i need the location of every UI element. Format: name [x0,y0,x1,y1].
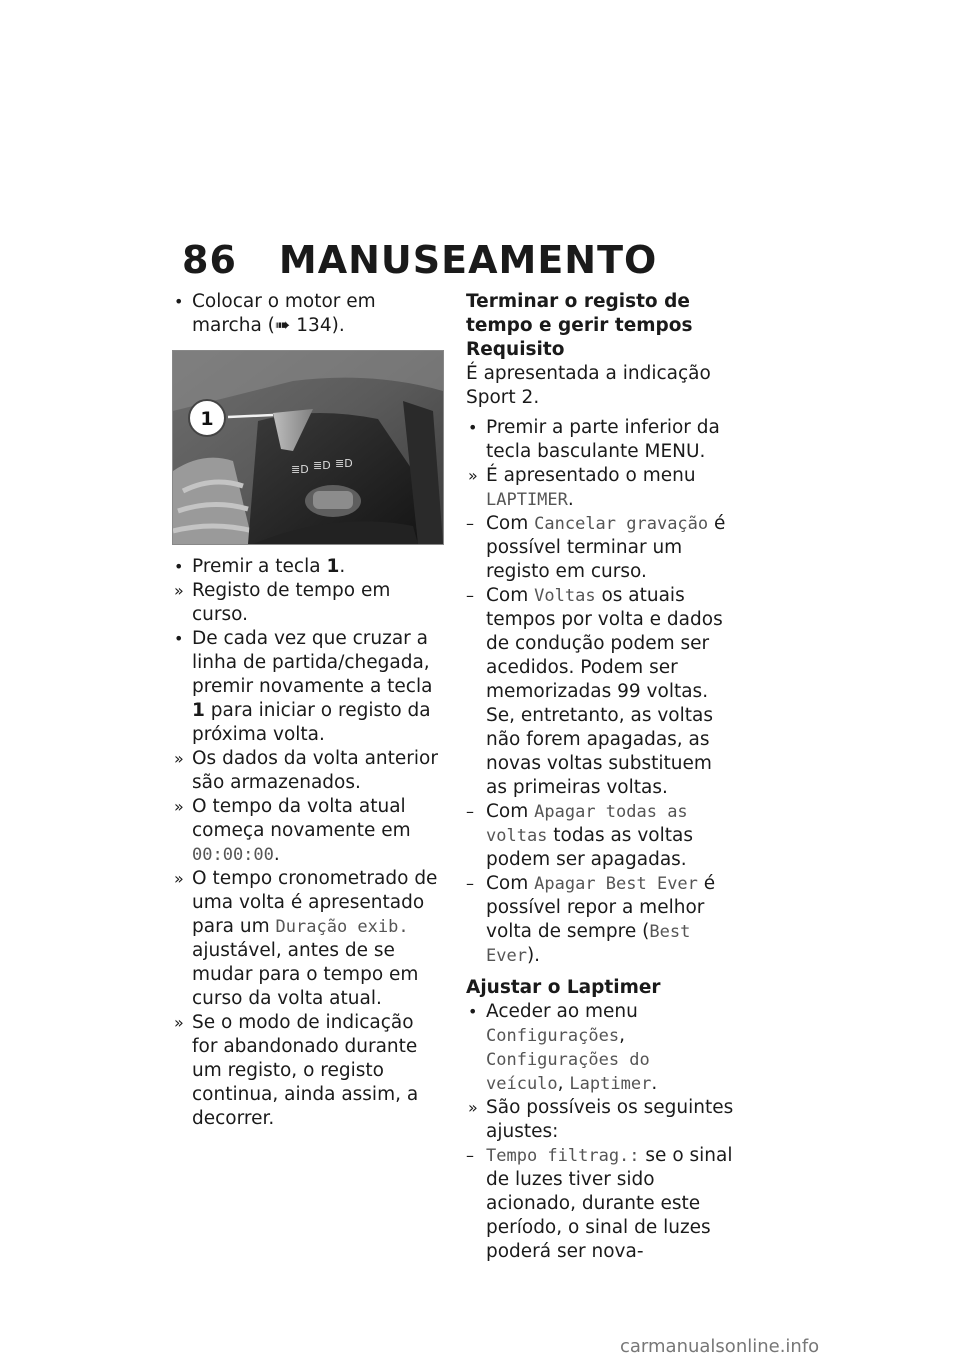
right-column [466,290,734,1264]
page-header [182,238,657,282]
list-item: » São possíveis os seguintes ajustes: [468,1097,734,1142]
list-item: – Com Apagar todas as voltas todas as voltas podem ser apagadas. [466,801,693,870]
svg-text:≣D: ≣D [313,459,331,472]
list-item: » O tempo da volta atual começa novamente em 00:00:00. [174,796,411,865]
list-item: – Com Cancelar gravação é possível terminar um registo em curso. [466,513,726,582]
list-item: – Com Voltas os atuais tempos por volta e dados de condução podem ser acedidos. Podem ser memorizadas 99 voltas. Se, entretanto, as voltas não forem apagadas, as novas voltas substituem as primeiras voltas. [466,585,723,798]
list-item: » O tempo cronometrado de uma volta é apresentado para um Duração exib. ajustável, antes de se mudar para o tempo em curso da volta atual. [174,868,438,1009]
list-item: • De cada vez que cruzar a linha de partida/chegada, premir novamente a tecla 1 para iniciar o registo da próxima volta. [174,628,433,745]
list-item: – Tempo filtrag.: se o sinal de luzes tiver sido acionado, durante este período, o sinal de luzes poderá ser nova- [466,1145,733,1262]
svg-text:≣D: ≣D [291,463,309,476]
page-number: 86 [182,238,237,282]
list-item: • Premir a parte inferior da tecla basculante MENU. [468,417,720,462]
handlebar-switch-figure [172,350,444,545]
list-item: » Os dados da volta anterior são armazenados. [174,748,438,793]
list-item: • Aceder ao menu Configurações, Configurações do veículo, Laptimer. [468,1001,658,1094]
requirement-text: É apresentada a indicação Sport 2. [466,363,711,408]
list-item: » É apresentado o menu LAPTIMER. [468,465,696,510]
figure-callout-label: 1 [200,408,214,430]
svg-text:≣D: ≣D [335,457,353,470]
arrow-icon: ➠ [274,315,291,336]
list-item: » Se o modo de indicação for abandonado durante um registo, o registo continua, ainda assim, a decorrer. [174,1012,419,1129]
section-heading: Terminar o registo de tempo e gerir tempos [466,291,693,336]
list-item: • Colocar o motor em marcha (➠ 134). [174,291,376,336]
subheading: Requisito [466,339,565,360]
section-heading: Ajustar o Laptimer [466,977,661,998]
bullet-marker: • [174,292,184,311]
list-item: » Registo de tempo em curso. [174,580,391,625]
list-item: • Premir a tecla 1. [174,556,346,577]
watermark: carmanualsonline.info [620,1336,820,1357]
list-item: – Com Apagar Best Ever é possível repor a melhor volta de sempre (Best Ever). [466,873,716,966]
page-title: MANUSEAMENTO [278,238,658,282]
left-column [172,290,442,1131]
